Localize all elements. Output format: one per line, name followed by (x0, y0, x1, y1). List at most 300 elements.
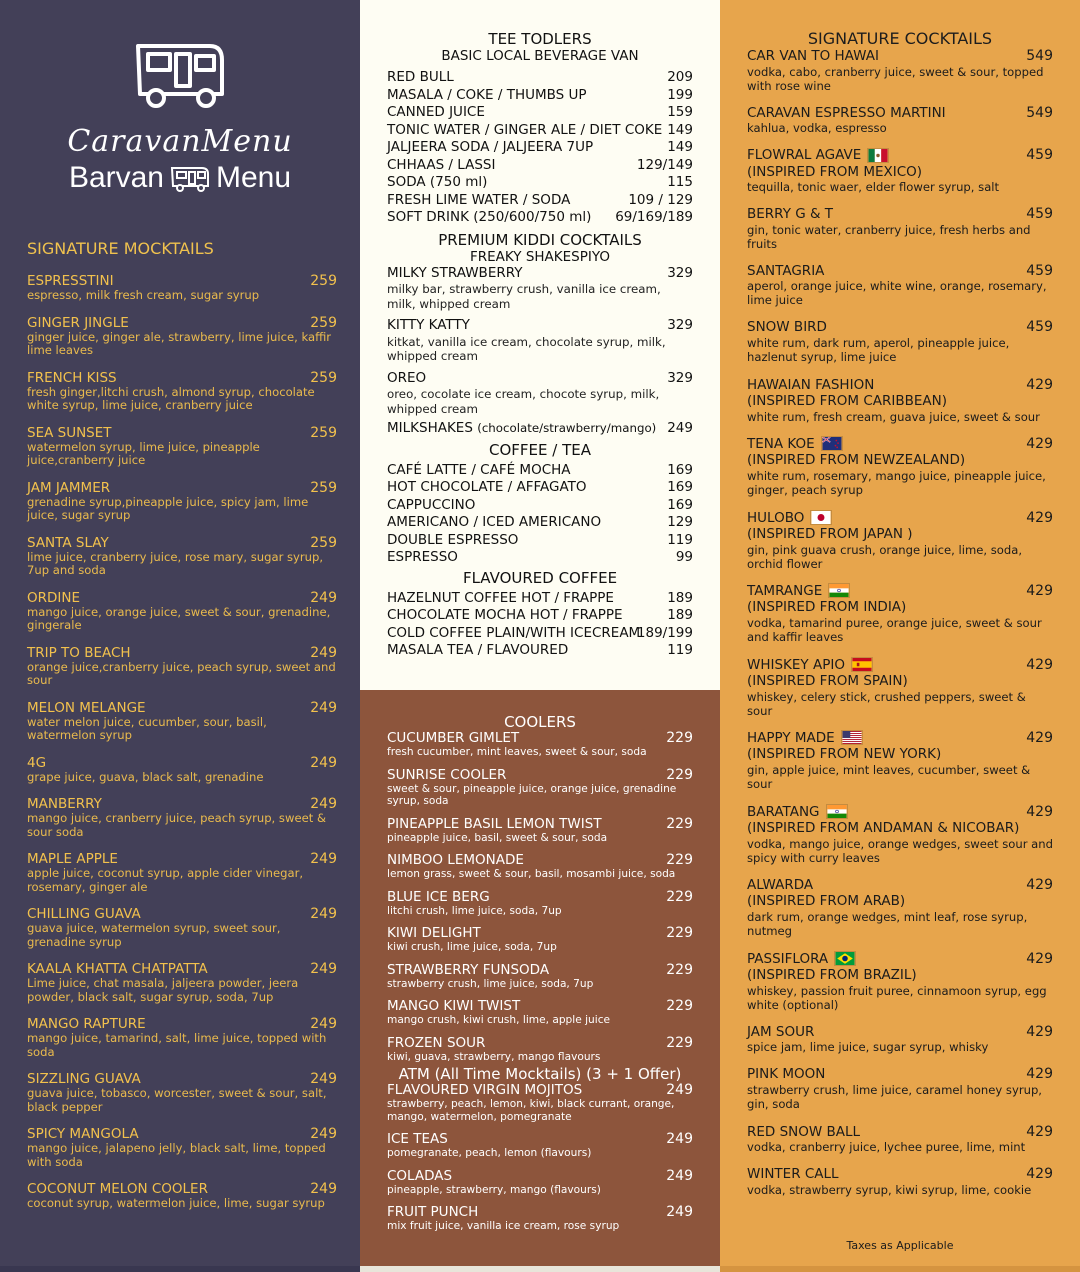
mocktail-price: 249 (310, 1181, 337, 1197)
coffee-heading: COFFEE / TEA (489, 440, 591, 459)
kiddi-item (387, 265, 693, 312)
beverage-row (387, 139, 693, 157)
cocktail-item (747, 1066, 1053, 1111)
mocktail-desc: grape juice, guava, black salt, grenadine (27, 769, 264, 784)
cocktail-item (747, 206, 1053, 251)
mocktail-price: 259 (310, 424, 337, 441)
cocktail-name-row (747, 877, 1053, 894)
cocktail-name-row (747, 377, 1053, 394)
mocktail-item (27, 755, 337, 785)
cocktail-desc: gin, pink guava crush, orange juice, lime, soda, orchid flower (747, 542, 1023, 571)
coffee-name: DOUBLE ESPRESSO (387, 531, 519, 548)
tee-subheading: BASIC LOCAL BEVERAGE VAN (441, 48, 639, 64)
cocktail-name: JAM SOUR (747, 1023, 815, 1040)
cooler-item (387, 926, 693, 954)
mocktail-item (27, 273, 337, 303)
flavoured-coffee-name: COLD COFFEE PLAIN/WITH ICECREAM (387, 624, 641, 641)
coffee-name: CAPPUCCINO (387, 496, 476, 513)
mocktail-price: 259 (310, 479, 337, 496)
flavoured-coffee-price: 119 (667, 642, 693, 658)
flav-list (387, 590, 693, 660)
cooler-item (387, 768, 693, 808)
cocktail-desc: white rum, dark rum, aperol, pineapple juice, hazlenut syrup, lime juice (747, 335, 1010, 364)
cocktail-inspiration: (INSPIRED FROM ANDAMAN & NICOBAR) (747, 820, 1020, 836)
atm-list (387, 1083, 693, 1233)
atm-price: 249 (666, 1167, 693, 1184)
cooler-desc: mango crush, kiwi crush, lime, apple juice (387, 1014, 611, 1026)
beverage-row (387, 122, 693, 140)
cocktail-inspiration: (INSPIRED FROM BRAZIL) (747, 967, 917, 983)
beverage-name: SODA (750 ml) (387, 174, 488, 190)
flavoured-coffee-name: MASALA TEA / FLAVOURED (387, 642, 569, 658)
cocktail-price: 459 (1026, 206, 1053, 222)
mocktail-desc: mango juice, tamarind, salt, lime juice, topped with soda (27, 1031, 327, 1059)
cocktail-name-row (747, 1124, 1053, 1141)
cocktail-item (747, 730, 1053, 791)
mocktail-item (27, 851, 337, 894)
cooler-desc: fresh cucumber, mint leaves, sweet & sour, soda (387, 746, 647, 758)
cocktail-price: 429 (1026, 876, 1053, 893)
cocktail-price: 549 (1026, 48, 1053, 64)
coffee-row (387, 497, 693, 515)
kiddi-name: OREO (387, 369, 427, 386)
cooler-name: BLUE ICE BERG (387, 888, 490, 905)
coffee-price: 99 (675, 549, 693, 565)
kiddi-desc: kitkat, vanilla ice cream, chocolate syrup, milk, whipped cream (387, 334, 666, 363)
coolers-heading: COOLERS (504, 713, 576, 731)
cocktail-inspiration: (INSPIRED FROM MEXICO) (747, 163, 923, 180)
cocktail-item (747, 877, 1053, 938)
flavoured-coffee-row (387, 607, 693, 625)
mocktail-item (27, 1126, 337, 1169)
cocktail-inspiration: (INSPIRED FROM NEW YORK) (747, 746, 942, 762)
mocktail-price: 249 (310, 644, 337, 661)
cocktail-name: WINTER CALL (747, 1166, 839, 1182)
cooler-desc: sweet & sour, pineapple juice, orange juice, grenadine syrup, soda (387, 782, 677, 807)
cocktail-item (747, 657, 1053, 718)
cooler-price: 229 (666, 961, 693, 978)
brand-logo (0, 38, 360, 195)
cocktail-desc: vodka, strawberry syrup, kiwi syrup, lime, cookie (747, 1182, 1032, 1197)
mocktail-desc: watermelon syrup, lime juice, pineapple juice,cranberry juice (27, 439, 260, 467)
mocktail-name: ORDINE (27, 589, 81, 606)
kiddi-subheading: FREAKY SHAKESPIYO (470, 248, 610, 265)
cocktail-desc: vodka, cranberry juice, lychee puree, lime, mint (747, 1140, 1026, 1154)
cocktail-price: 459 (1026, 147, 1053, 163)
mocktail-price: 249 (310, 699, 337, 716)
mocktail-desc: apple juice, coconut syrup, apple cider vinegar, rosemary, ginger ale (27, 866, 304, 894)
cocktail-name: BERRY G & T (747, 206, 834, 222)
beverage-price: 149 (667, 121, 693, 138)
mocktail-item (27, 480, 337, 523)
cocktail-name-row (747, 730, 1053, 747)
cocktail-price: 459 (1026, 262, 1053, 279)
beverage-row (387, 69, 693, 87)
atm-name: ICE TEAS (387, 1131, 448, 1147)
mocktail-item (27, 961, 337, 1004)
basic-list (387, 69, 693, 227)
cocktail-desc: white rum, rosemary, mango juice, pineapple juice, ginger, peach syrup (747, 468, 1046, 497)
coffee-price: 169 (667, 461, 693, 478)
atm-heading: ATM (All Time Mocktails) (3 + 1 Offer) (398, 1065, 682, 1083)
cocktail-name: CARAVAN ESPRESSO MARTINI (747, 104, 946, 121)
mocktail-item (27, 315, 337, 358)
cocktail-inspiration: (INSPIRED FROM ARAB) (747, 893, 906, 909)
kiddi-item (387, 370, 693, 417)
kiddi-price: 329 (667, 264, 693, 281)
cooler-price: 229 (666, 888, 693, 905)
cocktail-desc: whiskey, passion fruit puree, cinnamoon syrup, egg white (optional) (747, 983, 1047, 1012)
mocktail-desc: coconut syrup, watermelon juice, lime, sugar syrup (27, 1196, 325, 1210)
tee-heading: TEE TODLERS (488, 30, 592, 48)
coffee-price: 169 (667, 479, 693, 495)
mocktail-desc: lime juice, cranberry juice, rose mary, sugar syrup, 7up and soda (27, 549, 324, 577)
beverage-price: 115 (667, 174, 693, 190)
mocktail-desc: espresso, milk fresh cream, sugar syrup (27, 288, 260, 302)
mocktail-item (27, 796, 337, 839)
cocktail-name-row (747, 951, 1053, 968)
cocktail-item (747, 105, 1053, 136)
cocktail-item (747, 147, 1053, 194)
cooler-item (387, 963, 693, 991)
cocktail-price: 429 (1026, 950, 1053, 967)
bottom-strip (0, 1266, 1080, 1272)
beverage-row (387, 209, 693, 227)
mocktail-item (27, 1181, 337, 1211)
atm-name: FLAVOURED VIRGIN MOJITOS (387, 1082, 583, 1098)
atm-name: FRUIT PUNCH (387, 1204, 479, 1220)
atm-desc: mix fruit juice, vanilla ice cream, rose syrup (387, 1220, 620, 1232)
mocktail-price: 249 (310, 754, 337, 771)
cooler-name: NIMBOO LEMONADE (387, 852, 524, 868)
kiddi-heading: PREMIUM KIDDI COCKTAILS (438, 230, 642, 249)
cooler-price: 229 (666, 730, 693, 746)
mocktails-heading: SIGNATURE MOCKTAILS (27, 239, 214, 258)
milkshakes-name: MILKSHAKES (387, 420, 473, 436)
coffee-name: CAFÉ LATTE / CAFÉ MOCHA (387, 461, 571, 478)
cocktail-price: 429 (1026, 1123, 1053, 1140)
cooler-desc: kiwi crush, lime juice, soda, 7up (387, 941, 557, 953)
cocktail-item (747, 263, 1053, 308)
mocktail-item (27, 370, 337, 413)
flag-nz-icon (821, 436, 843, 453)
cocktail-name-row (747, 1066, 1053, 1083)
mocktail-name: 4G (27, 754, 47, 771)
coolers-section (387, 713, 693, 1233)
coffee-row (387, 479, 693, 497)
mocktail-item (27, 590, 337, 633)
cocktail-desc: vodka, tamarind puree, orange juice, sweet & sour and kaffir leaves (747, 615, 1042, 644)
cocktail-name: BARATANG (747, 803, 820, 820)
milkshakes-row (387, 420, 693, 438)
cocktail-name: RED SNOW BALL (747, 1123, 861, 1140)
cocktails-heading: SIGNATURE COCKTAILS (807, 29, 993, 48)
beverage-section (387, 30, 693, 660)
atm-desc: pomegranate, peach, lemon (flavours) (387, 1147, 592, 1159)
cocktail-inspiration: (INSPIRED FROM NEWZEALAND) (747, 452, 966, 468)
mocktail-name: MANBERRY (27, 796, 102, 812)
cocktail-price: 429 (1026, 1066, 1053, 1082)
cocktail-item (747, 319, 1053, 364)
atm-price: 249 (666, 1082, 693, 1098)
cocktail-name-row (747, 105, 1053, 122)
cocktail-item (747, 1024, 1053, 1055)
cocktail-name: CAR VAN TO HAWAI (747, 48, 879, 64)
mocktail-price: 259 (310, 273, 337, 289)
coffee-name: HOT CHOCOLATE / AFFAGATO (387, 479, 587, 495)
beverage-row (387, 174, 693, 192)
cooler-price: 229 (666, 998, 693, 1014)
coolers-list (387, 731, 693, 1063)
mocktail-price: 249 (310, 961, 337, 977)
cocktail-price: 459 (1026, 319, 1053, 335)
cocktail-price: 429 (1026, 582, 1053, 599)
kiddi-desc: oreo, cocolate ice cream, chocote syrup, milk, whipped cream (387, 387, 660, 416)
brand-title-left: Barvan (68, 161, 164, 194)
cocktail-inspiration: (INSPIRED FROM SPAIN) (747, 673, 908, 689)
beverage-price: 209 (667, 69, 693, 85)
mocktail-name: MANGO RAPTURE (27, 1016, 146, 1032)
mocktail-item (27, 425, 337, 468)
cocktail-price: 429 (1026, 729, 1053, 746)
cooler-desc: strawberry crush, lime juice, soda, 7up (387, 977, 594, 990)
mocktail-desc: guava juice, watermelon syrup, sweet sour, grenadine syrup (27, 921, 281, 949)
kiddi-row (387, 370, 693, 388)
mocktail-item (27, 1071, 337, 1114)
cocktail-inspiration: (INSPIRED FROM INDIA) (747, 599, 907, 615)
kiddi-price: 329 (667, 369, 693, 386)
cocktail-item (747, 510, 1053, 571)
cocktail-item (747, 951, 1053, 1012)
flag-india-icon (826, 804, 848, 821)
cocktail-desc: dark rum, orange wedges, mint leaf, rose syrup, nutmeg (747, 909, 1028, 938)
cooler-item (387, 890, 693, 918)
cocktail-desc: tequilla, tonic waer, elder flower syrup, salt (747, 180, 1000, 194)
coffee-row (387, 549, 693, 567)
cocktail-name-row (747, 583, 1053, 600)
mocktail-name: FRENCH KISS (27, 369, 117, 386)
mocktail-name: SANTA SLAY (27, 534, 109, 551)
milkshakes-price: 249 (667, 420, 693, 436)
mocktail-desc: mango juice, cranberry juice, peach syrup, sweet & sour soda (27, 811, 326, 839)
cocktail-item (747, 1166, 1053, 1197)
cooler-item (387, 731, 693, 759)
cooler-name: KIWI DELIGHT (387, 925, 481, 941)
cocktail-desc: whiskey, celery stick, crushed peppers, sweet & sour (747, 689, 1026, 718)
mocktail-price: 249 (310, 1016, 337, 1032)
cooler-name: SUNRISE COOLER (387, 766, 507, 783)
mocktail-item (27, 535, 337, 578)
atm-desc: strawberry, peach, lemon, kiwi, black currant, orange, mango, watermelon, pomegranate (387, 1098, 675, 1123)
flavoured-coffee-price: 189 (667, 607, 693, 623)
beverage-name: TONIC WATER / GINGER ALE / DIET COKE (387, 121, 663, 138)
beverage-price: 199 (667, 86, 693, 103)
beverage-name: FRESH LIME WATER / SODA (387, 191, 571, 208)
cocktail-name: ALWARDA (747, 876, 814, 893)
cooler-desc: litchi crush, lime juice, soda, 7up (387, 904, 562, 917)
beverage-row (387, 192, 693, 210)
kiddi-price: 329 (667, 317, 693, 333)
cooler-price: 229 (666, 925, 693, 941)
cocktail-item (747, 436, 1053, 497)
coffee-row (387, 532, 693, 550)
beverage-price: 129/149 (636, 156, 693, 173)
cocktail-price: 429 (1026, 435, 1053, 452)
mocktail-name: SEA SUNSET (27, 424, 112, 441)
mocktail-price: 249 (310, 1126, 337, 1142)
cooler-price: 229 (666, 1034, 693, 1051)
coffee-price: 119 (667, 531, 693, 548)
cocktail-item (747, 583, 1053, 644)
cocktail-name-row (747, 1024, 1053, 1041)
atm-desc: pineapple, strawberry, mango (flavours) (387, 1183, 601, 1196)
cocktail-name: HULOBO (747, 509, 805, 526)
flag-brazil-icon (834, 951, 856, 968)
mocktail-name: CHILLING GUAVA (27, 906, 141, 922)
kiddi-name: KITTY KATTY (387, 317, 470, 333)
cooler-price: 229 (666, 852, 693, 868)
cocktail-price: 429 (1026, 803, 1053, 820)
mocktails-list (27, 273, 337, 1211)
mocktail-desc: grenadine syrup,pineapple juice, spicy jam, lime juice, sugar syrup (27, 494, 309, 522)
cooler-item (387, 817, 693, 845)
flag-india-icon (828, 583, 850, 600)
atm-item (387, 1083, 693, 1123)
mocktail-desc: Lime juice, chat masala, jaljeera powder, jeera powder, black salt, sugar syrup, soda, 7up (27, 976, 299, 1004)
mocktail-name: SPICY MANGOLA (27, 1126, 139, 1142)
mocktail-name: ESPRESSTINI (27, 273, 114, 289)
taxes-note: Taxes as Applicable (846, 1239, 954, 1252)
mocktail-desc: fresh ginger,litchi crush, almond syrup, chocolate white syrup, lime juice, cranberry juice (27, 384, 315, 412)
flav-heading: FLAVOURED COFFEE (462, 568, 618, 587)
coffee-list (387, 462, 693, 567)
cocktail-name: PINK MOON (747, 1066, 826, 1082)
beverage-price: 109 / 129 (628, 191, 693, 208)
flag-mexico-icon (867, 147, 889, 164)
beverage-price: 149 (667, 139, 693, 155)
kiddi-list (387, 265, 693, 417)
mocktail-price: 249 (310, 589, 337, 606)
flag-spain-icon (851, 657, 873, 674)
mocktail-name: GINGER JINGLE (27, 314, 129, 331)
flavoured-coffee-price: 189/199 (636, 624, 693, 641)
cocktail-inspiration: (INSPIRED FROM JAPAN ) (747, 526, 913, 542)
mocktail-desc: orange juice,cranberry juice, peach syrup, sweet and sour (27, 659, 336, 687)
cocktail-name-row (747, 1166, 1053, 1183)
beverage-row (387, 87, 693, 105)
mocktail-price: 249 (310, 851, 337, 867)
cocktail-name-row (747, 263, 1053, 280)
flavoured-coffee-price: 189 (667, 589, 693, 606)
beverage-name: CANNED JUICE (387, 104, 485, 120)
coffee-row (387, 462, 693, 480)
mocktail-item (27, 645, 337, 688)
cocktail-name: SANTAGRIA (747, 262, 825, 279)
mocktail-desc: mango juice, orange juice, sweet & sour, grenadine, gingerale (27, 604, 331, 632)
beverage-name: RED BULL (387, 69, 454, 85)
mocktail-name: JAM JAMMER (27, 479, 111, 496)
cooler-name: FROZEN SOUR (387, 1034, 486, 1051)
cocktail-name: SNOW BIRD (747, 319, 827, 335)
cocktail-name: FLOWRAL AGAVE (747, 147, 862, 163)
kiddi-row (387, 265, 693, 283)
coffee-price: 129 (667, 514, 693, 530)
mocktail-price: 259 (310, 369, 337, 386)
cooler-desc: lemon grass, sweet & sour, basil, mosambi juice, soda (387, 868, 676, 880)
mocktail-item (27, 700, 337, 743)
mini-van-icon (170, 164, 210, 192)
flag-japan-icon (810, 510, 832, 527)
mocktail-price: 259 (310, 534, 337, 551)
coffee-name: AMERICANO / ICED AMERICANO (387, 514, 602, 530)
flag-usa-icon (841, 730, 863, 747)
cocktail-desc: spice jam, lime juice, sugar syrup, whisky (747, 1040, 989, 1054)
mocktail-desc: ginger juice, ginger ale, strawberry, lime juice, kaffir lime leaves (27, 329, 332, 357)
cocktail-item (747, 804, 1053, 865)
cocktail-name-row (747, 147, 1053, 164)
van-icon (132, 38, 228, 110)
atm-item (387, 1132, 693, 1160)
mocktail-name: MAPLE APPLE (27, 851, 118, 867)
mocktail-desc: guava juice, tobasco, worcester, sweet & sour, salt, black pepper (27, 1086, 327, 1114)
cocktail-desc: gin, tonic water, cranberry juice, fresh herbs and fruits (747, 222, 1031, 251)
kiddi-item (387, 317, 693, 364)
cocktail-name-row (747, 48, 1053, 65)
flavoured-coffee-name: HAZELNUT COFFEE HOT / FRAPPE (387, 589, 614, 606)
beverage-row (387, 104, 693, 122)
cocktail-name-row (747, 206, 1053, 223)
cooler-item (387, 853, 693, 881)
atm-item (387, 1205, 693, 1233)
kiddi-name: MILKY STRAWBERRY (387, 264, 523, 281)
mocktail-item (27, 906, 337, 949)
cocktail-price: 429 (1026, 376, 1053, 393)
mocktail-item (27, 1016, 337, 1059)
cocktail-item (747, 1124, 1053, 1155)
cocktail-name-row (747, 657, 1053, 674)
cocktail-name: HAWAIAN FASHION (747, 376, 875, 393)
cocktail-price: 429 (1026, 509, 1053, 526)
cocktail-name-row (747, 436, 1053, 453)
cocktail-desc: vodka, mango juice, orange wedges, sweet sour and spicy with curry leaves (747, 836, 1053, 865)
cocktail-name: WHISKEY APIO (747, 656, 845, 673)
cocktail-desc: kahlua, vodka, espresso (747, 121, 887, 135)
cooler-name: STRAWBERRY FUNSODA (387, 961, 550, 978)
cocktail-desc: aperol, orange juice, white wine, orange, rosemary, lime juice (747, 279, 1047, 307)
cocktail-price: 429 (1026, 1166, 1053, 1182)
atm-item (387, 1169, 693, 1197)
cooler-name: CUCUMBER GIMLET (387, 730, 520, 746)
cocktail-desc: white rum, fresh cream, guava juice, sweet & sour (747, 409, 1040, 424)
script-title: CaravanMenu (67, 124, 293, 159)
cocktail-name: PASSIFLORA (747, 950, 829, 967)
cocktail-name-row (747, 510, 1053, 527)
cocktail-inspiration: (INSPIRED FROM CARIBBEAN) (747, 393, 948, 409)
cooler-item (387, 1036, 693, 1064)
cocktail-price: 429 (1026, 1023, 1053, 1040)
cocktail-name: TAMRANGE (747, 582, 823, 599)
cocktails-list (747, 48, 1053, 1197)
beverage-name: CHHAAS / LASSI (387, 156, 496, 173)
cooler-price: 229 (666, 815, 693, 832)
mocktail-desc: mango juice, jalapeno jelly, black salt, lime, topped with soda (27, 1141, 326, 1169)
brand-title (0, 161, 360, 195)
mocktail-name: SIZZLING GUAVA (27, 1071, 141, 1087)
flavoured-coffee-row (387, 642, 693, 660)
cocktail-name-row (747, 319, 1053, 336)
beverage-name: MASALA / COKE / THUMBS UP (387, 86, 587, 103)
cocktail-price: 429 (1026, 656, 1053, 673)
